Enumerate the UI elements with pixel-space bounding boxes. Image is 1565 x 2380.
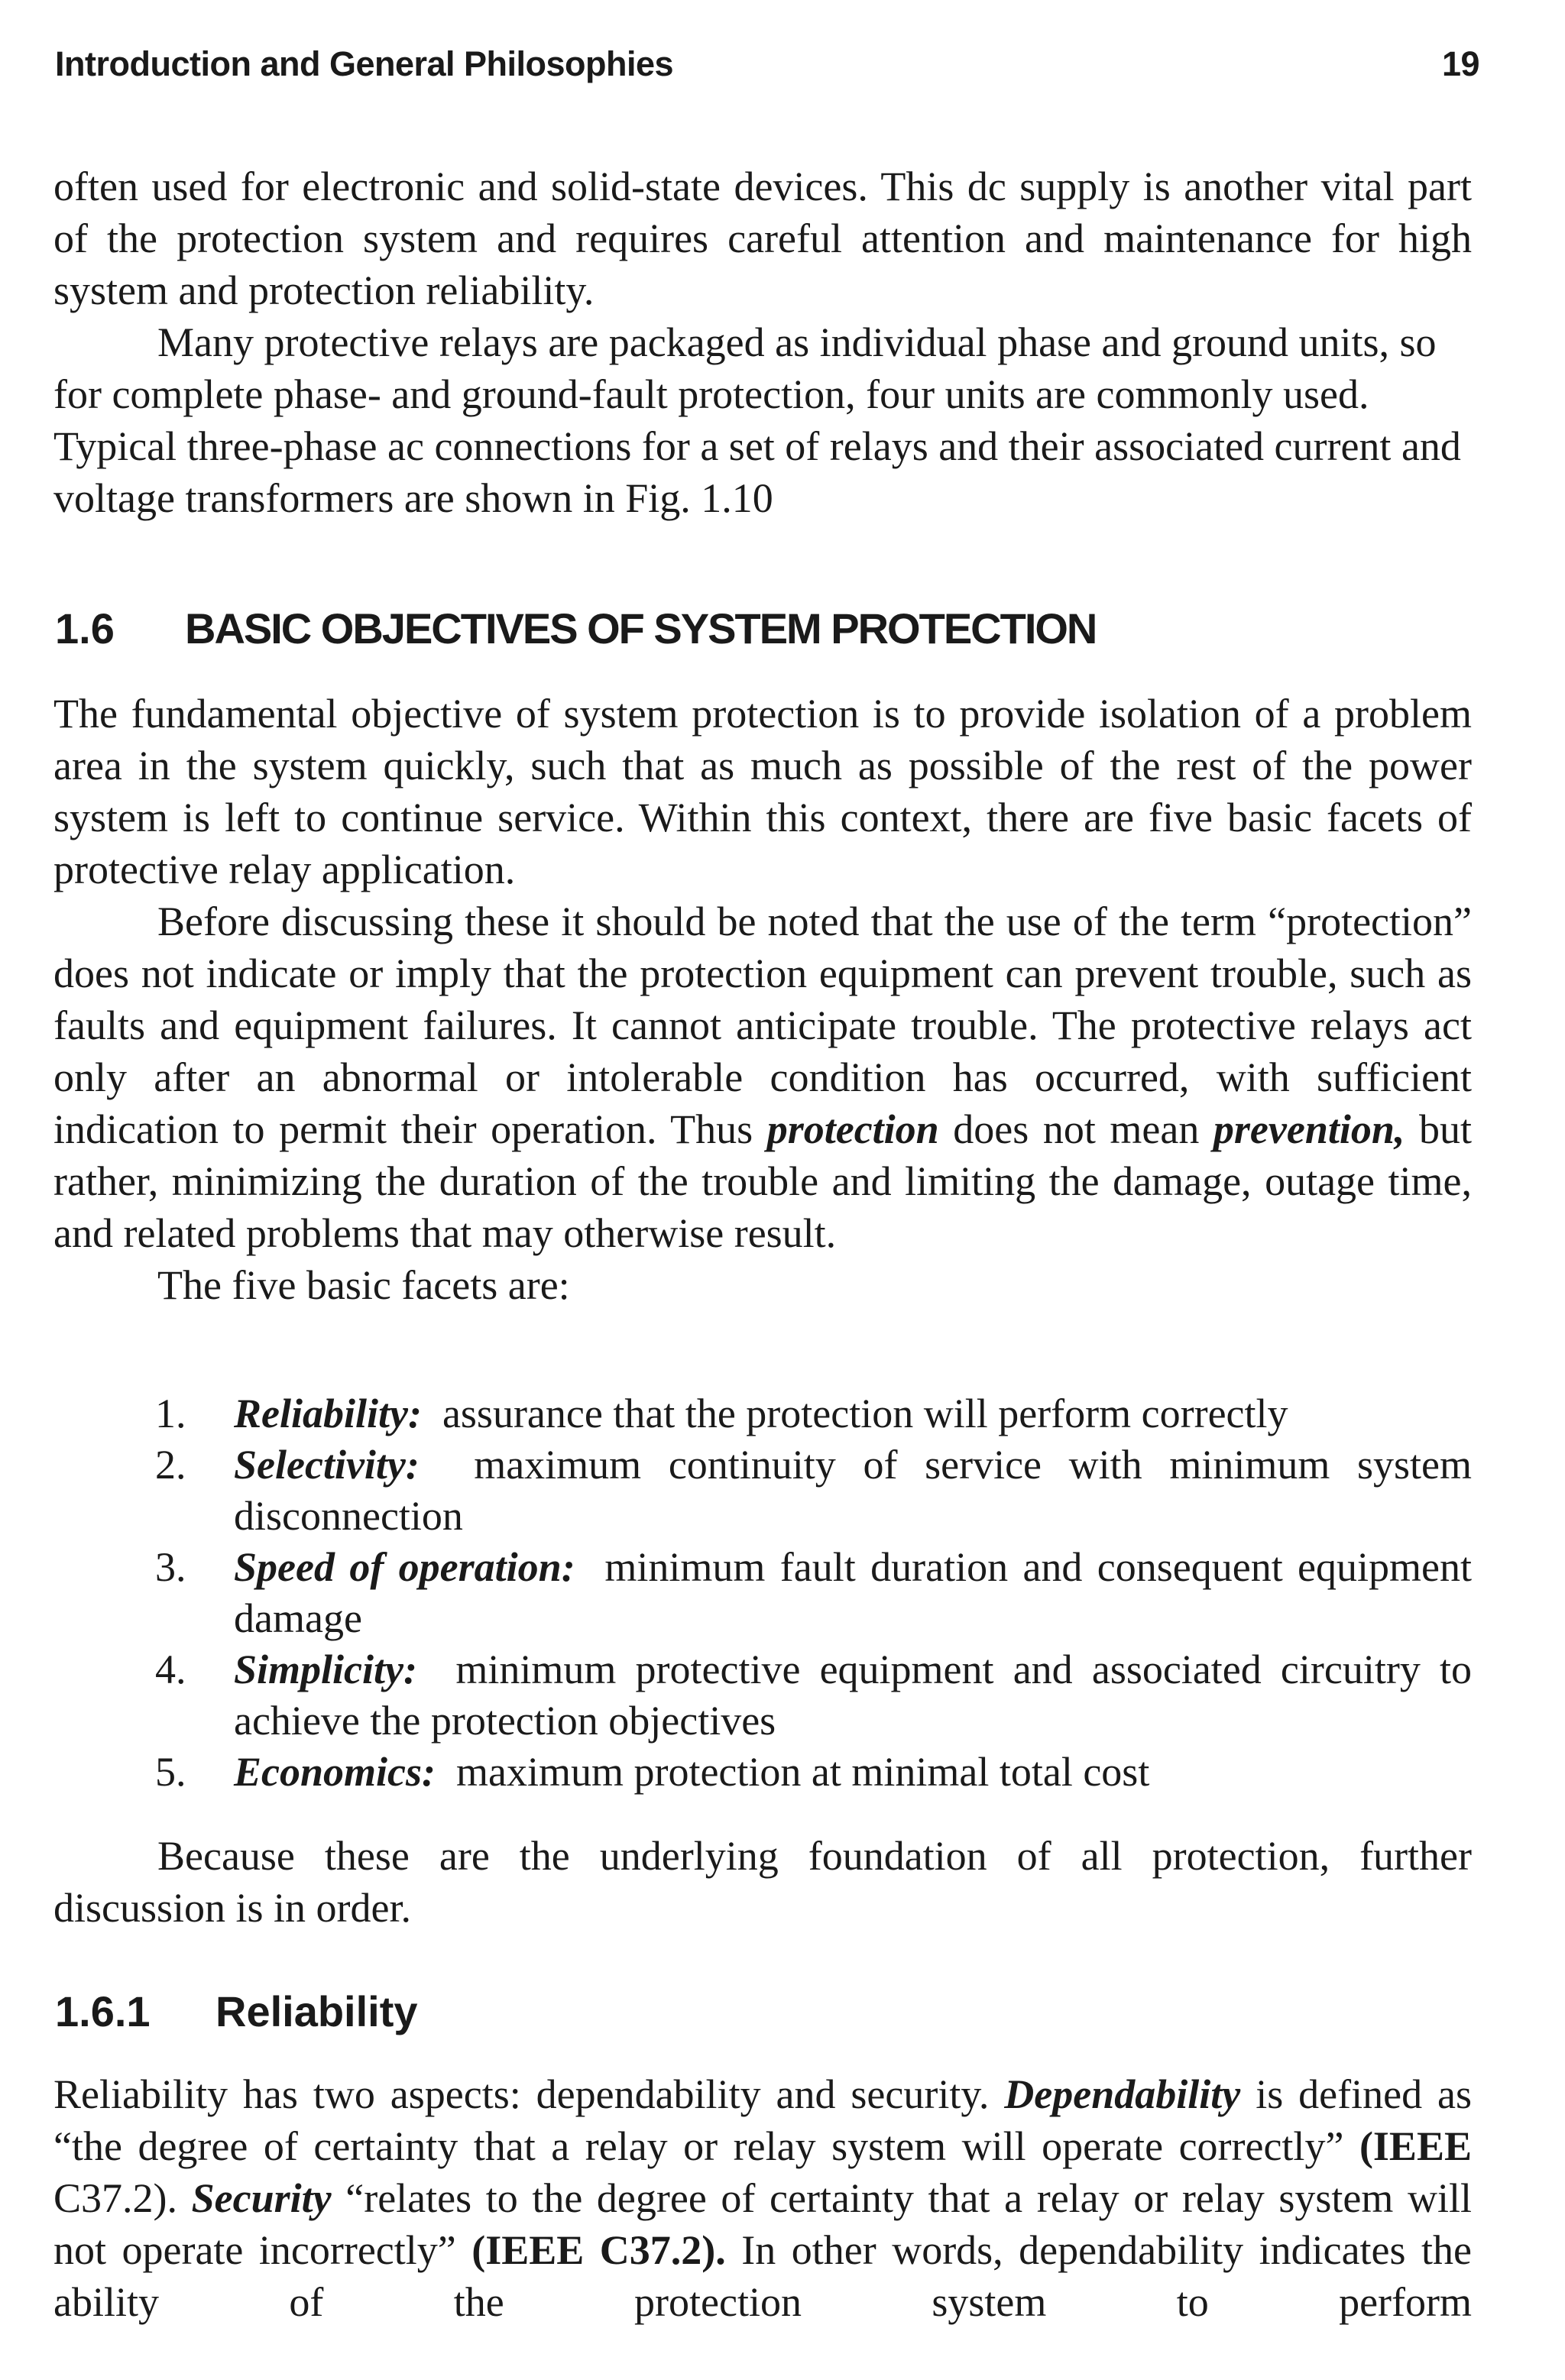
closing-text (53, 1830, 1472, 1934)
list-item: 4. Simplicity: minimum protective equipment and associated circuitry to achieve the protection objectives (155, 1647, 1473, 1744)
list-intro: The five basic facets are: (157, 1262, 570, 1308)
subsection-title: Reliability (215, 1987, 418, 2035)
closing-paragraph: Because these are the underlying foundation of all protection, further discussion is in order. (53, 1833, 1472, 1931)
section-paragraph-2: Before discussing these it should be noted that the use of the term “protection” does not indicate or imply that the protection equipment can prevent trouble, such as faults and equipment failures. It cannot anticipate trouble. The protective relays act only after an abnormal or intolerable condition has occurred, with sufficient indication to permit their operation. Thus protection does not mean prevention, but rather, minimizing the duration of the trouble and limiting the damage, outage time, and related problems that may otherwise result. (53, 899, 1472, 1256)
facet-description: assurance that the protection will perform correctly (442, 1391, 1288, 1436)
section-heading (55, 604, 1096, 653)
facet-term: Reliability: (234, 1391, 422, 1436)
facet-description: minimum fault duration and consequent equipment damage (234, 1544, 1473, 1641)
list-item: 3. Speed of operation: minimum fault duration and consequent equipment damage (155, 1544, 1473, 1641)
facet-term: Economics: (234, 1749, 436, 1795)
intro-paragraph-1: often used for electronic and solid-state devices. This dc supply is another vital part of the protection system and requires careful attention and maintenance for high system and protection reliability. (53, 164, 1472, 313)
intro-text (53, 160, 1472, 524)
facet-description: maximum protection at minimal total cost (456, 1749, 1150, 1795)
intro-paragraph-2: Many protective relays are packaged as individual phase and ground units, so for complete phase- and ground-fault protection, four units are commonly used. Typical three-phase ac connections for a set of relays and their associated current and voltage transformers are shown in Fig. 1.10 (53, 319, 1461, 521)
subsection-heading (55, 1987, 418, 2036)
facet-description: minimum protective equipment and associated circuitry to achieve the protection objectives (234, 1647, 1473, 1744)
subsection-number: 1.6.1 (55, 1987, 151, 2035)
section-text (53, 688, 1472, 1311)
emphasis-prevention: prevention, (1213, 1106, 1405, 1152)
section-number: 1.6 (55, 604, 115, 652)
running-header (55, 44, 1479, 90)
emphasis-protection: protection (766, 1106, 939, 1152)
page-number: 19 (1441, 44, 1479, 83)
facet-term: Selectivity: (234, 1442, 420, 1488)
reliability-paragraph: Reliability has two aspects: dependability and security. Dependability is defined as “the degree of certainty that a relay or relay system will operate correctly” (IEEE C37.2). Security “relates to the degree of certainty that a relay or relay system will not operate incorrectly” (IEEE C37.2). In other words, dependability indicates the ability of the protection system to perform (53, 2071, 1473, 2325)
term-dependability: Dependability (1004, 2071, 1241, 2117)
list-item: 5. Economics: maximum protection at minimal total cost (155, 1749, 1150, 1795)
facets-list (155, 1388, 1472, 1798)
reference-ieee: (IEEE (1359, 2123, 1472, 2169)
term-security: Security (191, 2175, 332, 2221)
list-item: 1. Reliability: assurance that the protection will perform correctly (155, 1391, 1288, 1436)
subsection-text (53, 2068, 1472, 2328)
section-title: BASIC OBJECTIVES OF SYSTEM PROTECTION (185, 604, 1097, 652)
list-item: 2. Selectivity: maximum continuity of service with minimum system disconnection (155, 1442, 1472, 1539)
facet-term: Simplicity: (234, 1647, 417, 1692)
facet-description: maximum continuity of service with minimum system disconnection (234, 1442, 1472, 1539)
facet-term: Speed of operation: (234, 1544, 575, 1590)
chapter-title: Introduction and General Philosophies (55, 44, 674, 83)
section-paragraph-1: The fundamental objective of system protection is to provide isolation of a problem area in the system quickly, such that as much as possible of the rest of the power system is left to continue service. Within this context, there are five basic facets of protective relay application. (53, 691, 1472, 892)
reference-ieee-c37-2: (IEEE C37.2). (471, 2227, 726, 2273)
